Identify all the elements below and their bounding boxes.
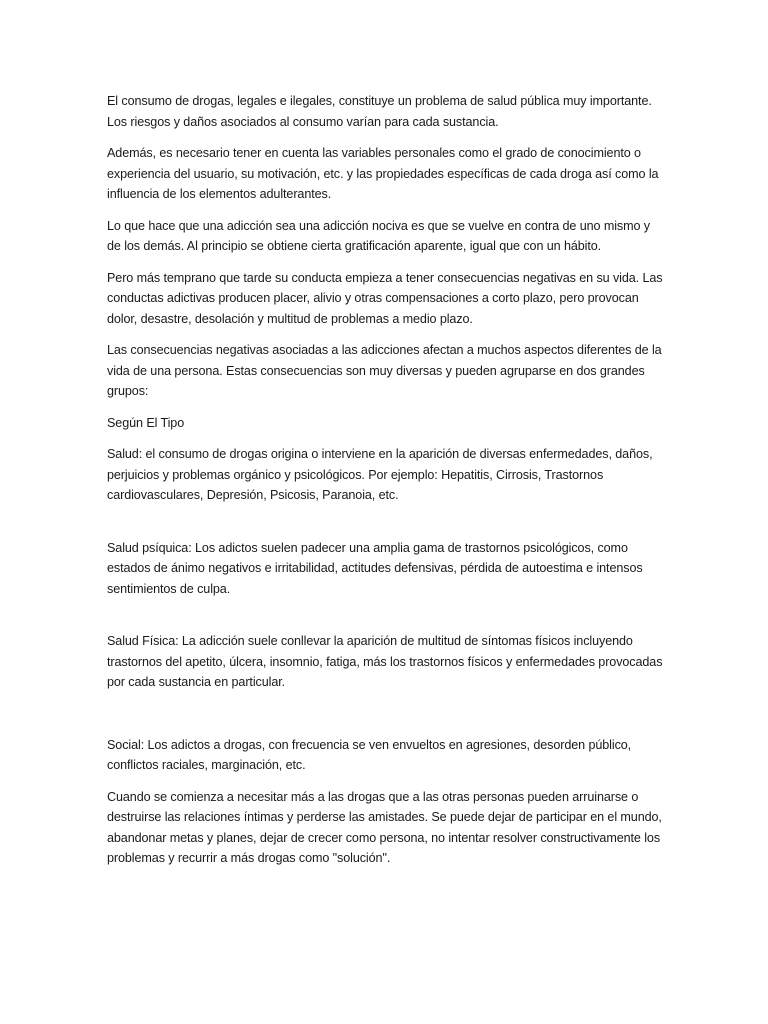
section-heading-segun-el-tipo: Según El Tipo [107,415,185,430]
paragraph-consecuencias: Las consecuencias negativas asociadas a las adicciones afectan a muchos aspectos diferentes de la vida de una persona. Estas consecuencias son muy diversas y pueden agruparse en dos grandes grupos: [107,343,662,398]
paragraph-relaciones: Cuando se comienza a necesitar más a las drogas que a las otras personas pueden arruinarse o destruirse las relaciones íntimas y perderse las amistades. Se puede dejar de participar en el mundo, abandonar metas y planes, dejar de crecer como persona, no intentar resolver constructivamente los problemas y recurrir a más drogas como "solución". [107,789,662,865]
paragraph-salud-fisica: Salud Física: La adicción suele conllevar la aparición de multitud de síntomas físicos incluyendo trastornos del apetito, úlcera, insomnio, fatiga, más los trastornos físicos y enfermedades provocadas por cada sustancia en particular. [107,634,663,689]
paragraph-social: Social: Los adictos a drogas, con frecuencia se ven envueltos en agresiones, desorden público, conflictos raciales, marginación, etc. [107,737,632,772]
paragraph-variables: Además, es necesario tener en cuenta las variables personales como el grado de conocimiento o experiencia del usuario, su motivación, etc. y las propiedades específicas de cada droga así como la influencia de los elementos adulterantes. [107,146,659,201]
paragraph-adiccion-nociva: Lo que hace que una adicción sea una adicción nociva es que se vuelve en contra de uno mismo y de los demás. Al principio se obtiene cierta gratificación aparente, igual que con un hábito. [107,218,650,253]
paragraph-salud: Salud: el consumo de drogas origina o interviene en la aparición de diversas enfermedades, daños, perjuicios y problemas orgánico y psicológicos. Por ejemplo: Hepatitis, Cirrosis, Trastornos cardiovasculares, Depresión, Psicosis, Paranoia, etc. [107,447,653,502]
paragraph-salud-psiquica: Salud psíquica: Los adictos suelen padecer una amplia gama de trastornos psicológicos, como estados de ánimo negativos e irritabilidad, actitudes defensivas, pérdida de autoestima e intensos sentimientos de culpa. [107,540,643,596]
document-body [107,91,667,869]
paragraph-intro: El consumo de drogas, legales e ilegales, constituye un problema de salud pública muy importante. Los riesgos y daños asociados al consumo varían para cada sustancia. [107,94,652,129]
paragraph-conducta: Pero más temprano que tarde su conducta empieza a tener consecuencias negativas en su vida. Las conductas adictivas producen placer, alivio y otras compensaciones a corto plazo, pero provocan dolor, desastre, desolación y multitud de problemas a medio plazo. [107,270,663,326]
